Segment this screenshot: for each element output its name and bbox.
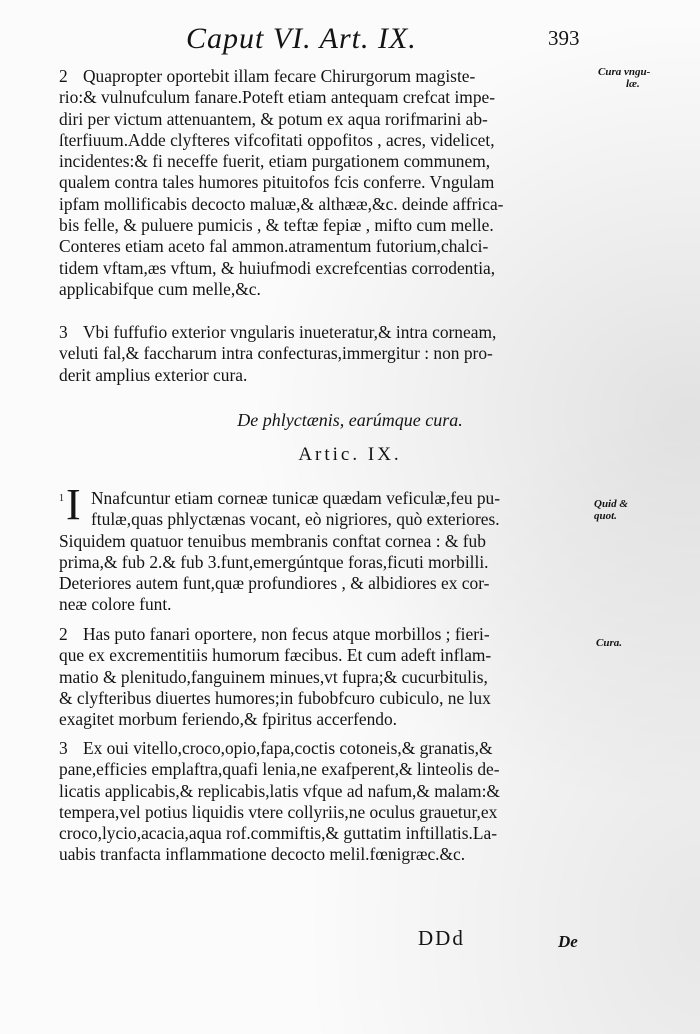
- catchword: De: [558, 932, 578, 951]
- text-line: Siquidem quatuor tenuibus membranis conftat cornea : & fub: [59, 530, 486, 551]
- text-line: ftulæ,quas phlyctænas vocant, eò nigriores, quò exteriores.: [91, 509, 500, 530]
- paragraph-number: 1: [59, 493, 64, 504]
- page-number: 393: [548, 26, 580, 50]
- paragraph-number: 2: [59, 66, 68, 86]
- article-heading: Artic. IX.: [298, 444, 402, 465]
- paragraph-3: [59, 322, 591, 386]
- text-line: & clyfteribus diuertes humores;in fubobfcuro cubiculo, ne lux: [59, 687, 491, 708]
- text-line: bis felle, & puluere pumicis , & teftæ fepiæ , mifto cum melle.: [59, 215, 494, 236]
- text-line: [59, 738, 591, 759]
- section-title: De phlyctænis, earúmque cura.: [237, 410, 463, 430]
- text-line-content: Nnafcuntur etiam corneæ tunicæ quædam veficulæ,feu pu-: [91, 488, 501, 508]
- text-line: croco,lycio,acacia,aqua rof.commiftis,& guttatim inftillatis.La-: [59, 823, 497, 844]
- text-line: Conteres etiam aceto fal ammon.atramentum futorium,chalci-: [59, 236, 489, 257]
- text-line: incidentes:& fi neceffe fuerit, etiam purgationem communem,: [59, 151, 491, 172]
- text-line: uabis tranfacta inflammatione decocto melil.fœnigræc.&c.: [59, 844, 466, 865]
- paragraph-2: [59, 66, 591, 300]
- marginal-note-line: læ.: [626, 78, 640, 90]
- text-line-content: Ex oui vitello,croco,opio,fapa,coctis cotoneis,& granatis,&: [83, 738, 493, 758]
- text-line: [59, 322, 591, 343]
- text-line-content: Quapropter oportebit illam fecare Chirurgorum magiste-: [83, 66, 476, 86]
- text-line: diri per victum attenuantem, & potum ex aqua rorifmarini ab-: [59, 108, 488, 129]
- text-line: applicabifque cum melle,&c.: [59, 278, 261, 299]
- text-line: prima,& fub 2.& fub 3.funt,emergúntque foras,ficuti morbilli.: [59, 551, 489, 572]
- text-line: tidem vftam,æs vftum, & huiufmodi excrefcentias corrodentia,: [59, 257, 496, 278]
- paragraph-number: 3: [59, 322, 68, 342]
- text-line: [59, 66, 591, 87]
- marginal-note-quid-et-quot: [594, 498, 628, 522]
- text-line: tempera,vel potius liquidis vtere collyriis,ne oculus grauetur,ex: [59, 801, 498, 822]
- signature-mark: DDd: [418, 926, 465, 950]
- article-ix-paragraph-3: [59, 738, 591, 866]
- text-line: licatis applicabis,& replicabis,latis vfque ad nafum,& malam:&: [59, 780, 500, 801]
- paragraph-number: 3: [59, 738, 68, 758]
- text-line-content: Has puto fanari oportere, non fecus atque morbillos ; fieri-: [83, 624, 490, 644]
- marginal-note-cura: Cura.: [596, 637, 622, 649]
- text-line: matio & plenitudo,fanguinem minues,vt fupra;& cucurbitulis,: [59, 666, 488, 687]
- text-line: qualem contra tales humores pituitofos fcis conferre. Vngulam: [59, 172, 495, 193]
- marginal-note-line: Cura vngu-: [598, 66, 651, 78]
- text-line: Deteriores autem funt,quæ profundiores , & albidiores ex cor-: [59, 573, 490, 594]
- text-line: derit amplius exterior cura.: [59, 364, 248, 385]
- text-line: neæ colore funt.: [59, 594, 172, 615]
- running-head: Caput VI. Art. IX.: [186, 22, 417, 55]
- text-line: veluti fal,& faccharum intra confecturas,immergitur : non pro-: [59, 343, 493, 364]
- text-line: rio:& vulnufculum fanare.Poteft etiam antequam crefcat impe-: [59, 87, 496, 108]
- text-line: [59, 488, 591, 509]
- text-line: exagitet morbum feriendo,& fpiritus accerfendo.: [59, 709, 398, 730]
- article-ix-paragraph-2: [59, 624, 591, 730]
- text-line: [59, 624, 591, 645]
- paragraph-number: 2: [59, 624, 68, 644]
- text-line: ſterfiuum.Adde clyfteres vifcofitati oppofitos , acres, videlicet,: [59, 129, 495, 150]
- marginal-note-line: quot.: [594, 510, 617, 522]
- text-line: que ex excrementitiis humorum fæcibus. Et cum adeft inflam-: [59, 645, 492, 666]
- marginal-note-cura-ungulae: [598, 66, 650, 90]
- text-line-content: Vbi fuffufio exterior vngularis inueteratur,& intra corneam,: [83, 322, 497, 342]
- article-ix-paragraph-1: [59, 488, 591, 616]
- text-line: ipfam mollificabis decocto maluæ,& althææ,&c. deinde affrica-: [59, 193, 504, 214]
- page-header: [0, 22, 700, 62]
- marginal-note-line: Quid &: [594, 498, 628, 510]
- drop-cap-initial: I: [66, 480, 81, 529]
- text-line: pane,efficies emplaftra,quafi lenia,ne exafperent,& linteolis de-: [59, 759, 500, 780]
